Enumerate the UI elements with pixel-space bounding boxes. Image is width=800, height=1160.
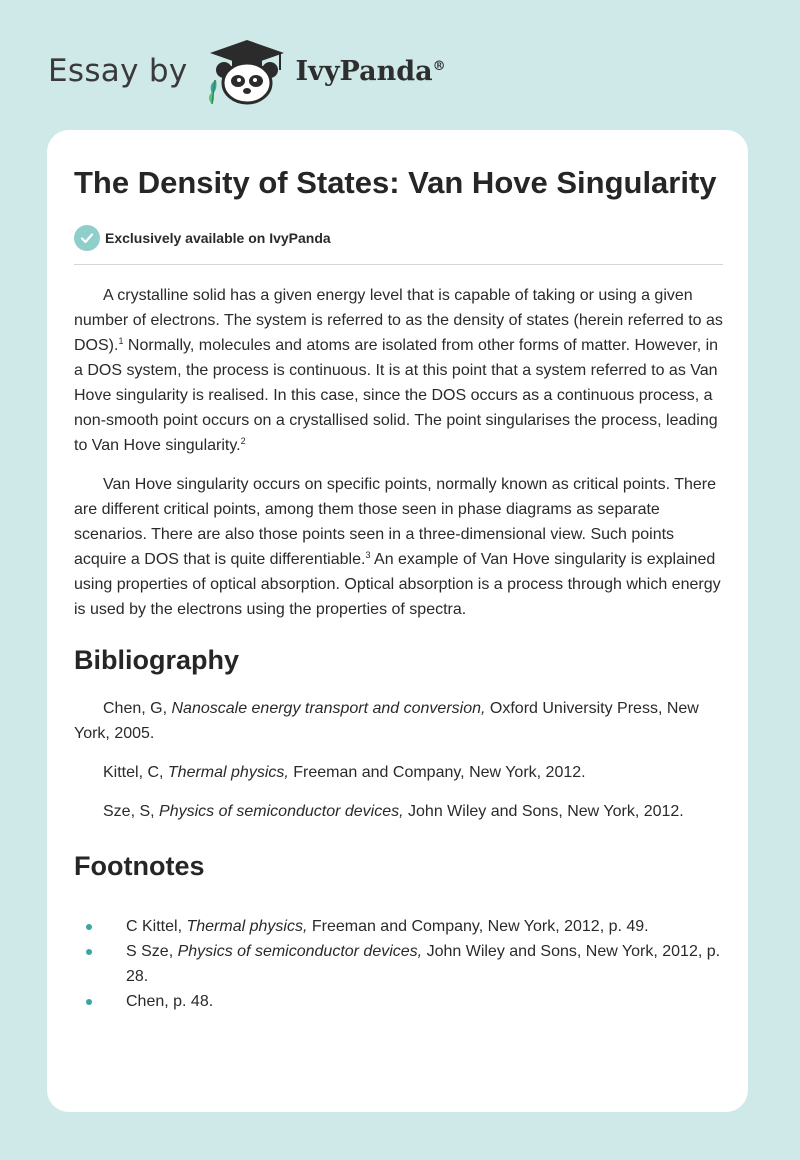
bullet-icon xyxy=(86,949,92,955)
checkmark-icon xyxy=(74,225,100,251)
body-paragraph xyxy=(74,472,723,622)
paragraph-text: An example of Van Hove singularity is explained using properties of optical absorption. Optical absorption is a process through which energy is used by the electrons using the properties of spectra. xyxy=(74,551,721,618)
exclusive-badge xyxy=(74,224,723,252)
article-title: The Density of States: Van Hove Singularity xyxy=(74,165,717,200)
paragraph-text: Van Hove singularity occurs on specific points, normally known as critical points. There are different critical points, among them those seen in phase diagrams as separate scenarios. There are also those points seen in a three-dimensional view. Such points acquire a DOS that is quite differentiable. xyxy=(74,476,717,568)
paragraph-text: A crystalline solid has a given energy level that is capable of taking or using a given number of electrons. The system is referred to as the density of states (herein referred to as DOS). xyxy=(74,287,723,354)
ivypanda-logo-icon[interactable] xyxy=(202,36,292,106)
bullet-icon xyxy=(86,999,92,1005)
site-header xyxy=(48,36,446,106)
essay-by-label: Essay by xyxy=(48,53,188,89)
body-paragraph xyxy=(74,283,723,458)
bibliography-heading: Bibliography xyxy=(74,645,240,675)
footnote-ref[interactable]: 2 xyxy=(240,436,246,446)
bibliography-item: Sze, S, Physics of semiconductor devices, John Wiley and Sons, New York, 2012. xyxy=(103,803,684,820)
article-content xyxy=(74,162,723,1014)
bibliography-item: Chen, G, Nanoscale energy transport and conversion, Oxford University Press, New York, 2005. xyxy=(74,700,699,742)
footnote-item: Chen, p. 48. xyxy=(74,989,723,1014)
bibliography-item: Kittel, C, Thermal physics, Freeman and Company, New York, 2012. xyxy=(103,764,586,781)
footnote-ref[interactable]: 3 xyxy=(365,550,371,560)
footnote-ref[interactable]: 1 xyxy=(118,336,124,346)
footnotes-list xyxy=(74,914,723,1014)
brand-name[interactable]: IvyPanda® xyxy=(295,55,446,87)
footnotes-heading: Footnotes xyxy=(74,851,205,881)
bibliography-list xyxy=(74,696,723,824)
footnote-item: S Sze, Physics of semiconductor devices, John Wiley and Sons, New York, 2012, p. 28. xyxy=(74,939,723,989)
article-card xyxy=(47,130,748,1112)
footnote-item: C Kittel, Thermal physics, Freeman and Company, New York, 2012, p. 49. xyxy=(74,914,723,939)
divider xyxy=(74,264,723,265)
exclusive-label: Exclusively available on IvyPanda xyxy=(105,230,331,246)
bullet-icon xyxy=(86,924,92,930)
paragraph-text: Normally, molecules and atoms are isolated from other forms of matter. However, in a DOS system, the process is continuous. It is at this point that a system referred to as Van Hove singularity is realised. In this case, since the DOS occurs as a continuous process, a non-smooth point occurs on a crystallised solid. The point singularises the process, leading to Van Hove singularity. xyxy=(74,337,719,454)
